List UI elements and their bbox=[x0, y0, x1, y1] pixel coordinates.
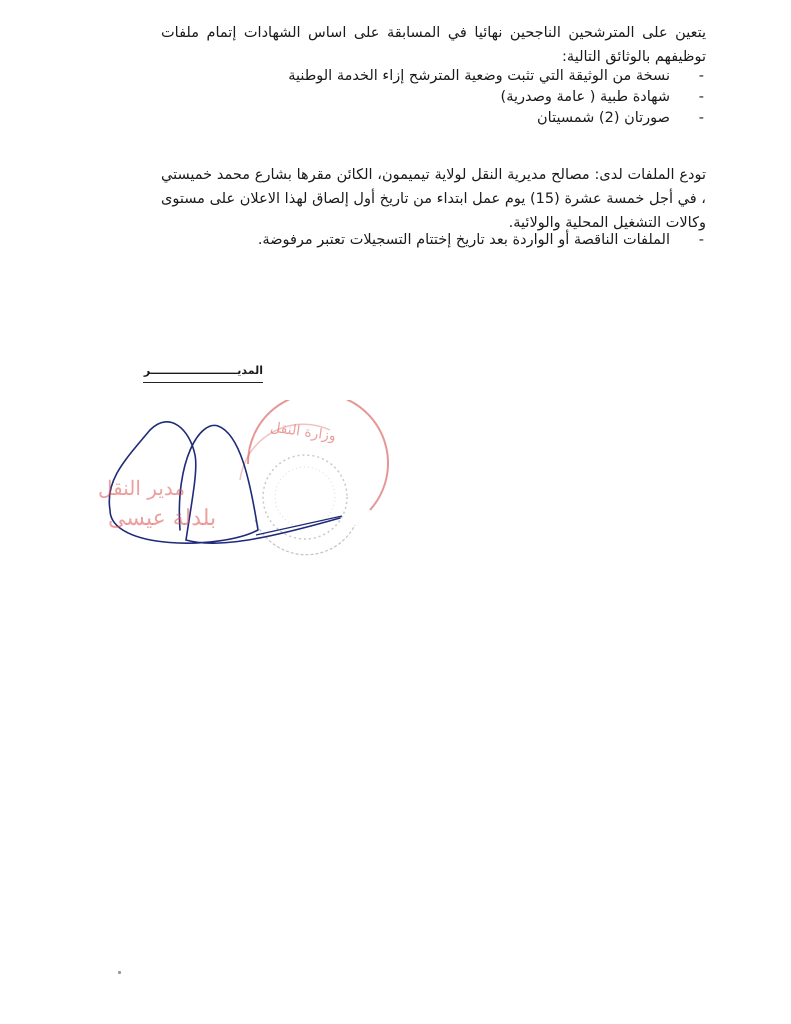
list-item bbox=[161, 66, 706, 87]
deposit-paragraph: تودع الملفات لدى: مصالح مديرية النقل لولاية تيميمون، الكائن مقرها بشارع محمد خميستي ، في أجل خمسة عشرة (15) يوم عمل ابتداء من تاريخ أول إلصاق لهذا الاعلان على مستوى وكالات التشغيل المحلية والولائية. bbox=[161, 166, 706, 231]
signature-and-stamp bbox=[80, 400, 400, 600]
signatory-title: المديـــــــــــــــــــــــر bbox=[143, 364, 263, 383]
list-item bbox=[161, 108, 706, 129]
required-documents-list bbox=[161, 66, 706, 129]
list-item bbox=[161, 230, 706, 251]
bullet-dash: - bbox=[698, 232, 704, 248]
intro-paragraph: يتعين على المترشحين الناجحين نهائيا في المسابقة على اساس الشهادات إتمام ملفات توظيفهم بالوثائق التالية: bbox=[161, 24, 706, 65]
stamp-name-text: بلدلة عيسى bbox=[108, 506, 217, 531]
notes-list bbox=[161, 230, 706, 251]
list-item bbox=[161, 87, 706, 108]
seal-text: وزارة النقل bbox=[269, 419, 337, 445]
bullet-dash: - bbox=[698, 89, 704, 105]
bullet-dash: - bbox=[698, 110, 704, 126]
list-item-text: صورتان (2) شمسيتان bbox=[537, 110, 670, 126]
list-item-text: نسخة من الوثيقة التي تثبت وضعية المترشح إزاء الخدمة الوطنية bbox=[288, 68, 670, 84]
official-seal-icon bbox=[80, 400, 400, 600]
bullet-dash: - bbox=[698, 68, 704, 84]
scan-speck bbox=[118, 971, 121, 974]
stamp-title-text: مدير النقل bbox=[98, 476, 186, 500]
list-item-text: شهادة طبية ( عامة وصدرية) bbox=[500, 89, 670, 105]
list-item-text: الملفات الناقصة أو الواردة بعد تاريخ إختتام التسجيلات تعتبر مرفوضة. bbox=[257, 232, 670, 248]
